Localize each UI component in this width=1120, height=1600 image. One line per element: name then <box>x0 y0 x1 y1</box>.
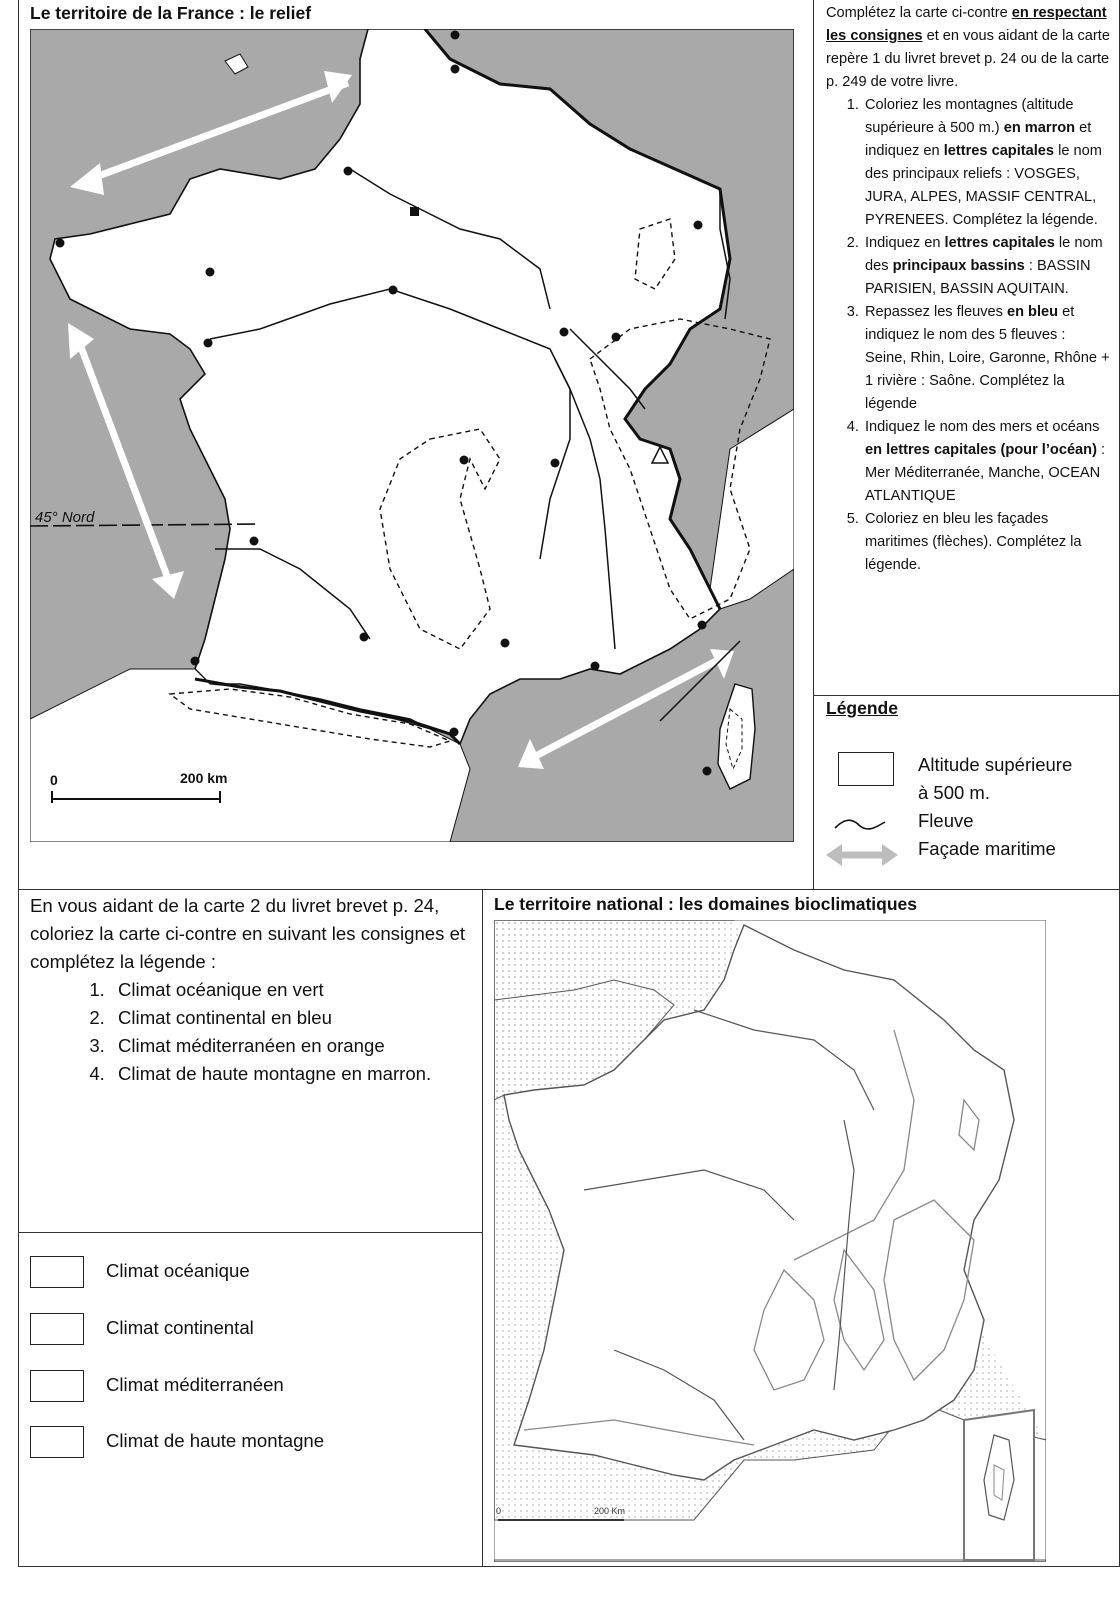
climate-legend-row <box>30 1256 450 1292</box>
climate-step-2: 2. Climat continental en bleu <box>110 1004 482 1032</box>
climate-oceanic-box[interactable] <box>30 1256 84 1288</box>
climate-oceanic-label: Climat océanique <box>106 1260 250 1281</box>
climate-step-4: 4. Climat de haute montagne en marron. <box>110 1060 482 1088</box>
parallel-label: 45° Nord <box>35 509 95 526</box>
legend-river: Fleuve <box>918 810 974 831</box>
climate-continental-label: Climat continental <box>106 1317 254 1338</box>
legend-altitude-box[interactable] <box>838 752 894 786</box>
scale-label: 200 km <box>180 770 228 786</box>
instr-step-4: 4. Indiquez le nom des mers et océans en lettres capitales (pour l’océan) : Mer Méditerranée, Manche, OCEAN ATLANTIQUE <box>863 416 1110 508</box>
climate-step-1: 1. Climat océanique en vert <box>110 976 482 1004</box>
climate-scale-zero: 0 <box>496 1506 502 1516</box>
instr-step-5: 5. Coloriez en bleu les façades maritimes (flèches). Complétez la légende. <box>863 508 1110 577</box>
instr-intro-2: et en vous aidant de la carte repère 1 du livret brevet p. 24 ou de la carte p. 249 de votre livre. <box>826 28 1110 90</box>
climate-legend-row <box>30 1313 450 1349</box>
climate-mountain-box[interactable] <box>30 1426 84 1458</box>
divider-vertical-bottom <box>482 889 483 1567</box>
scale-zero: 0 <box>50 772 58 788</box>
climate-intro: En vous aidant de la carte 2 du livret brevet p. 24, coloriez la carte ci-contre en suivant les consignes et complétez la légende : <box>30 895 466 972</box>
divider-legend <box>813 695 1120 696</box>
river-legend-icon <box>830 814 890 834</box>
climate-scale-label: 200 Km <box>594 1506 626 1516</box>
divider-vertical-top <box>813 0 814 889</box>
climate-legend-row <box>30 1426 450 1462</box>
legend-title: Légende <box>826 698 898 718</box>
legend-altitude-line1: Altitude supérieure <box>918 754 1073 775</box>
legend-altitude-line2: à 500 m. <box>918 782 990 803</box>
relief-map <box>30 29 794 842</box>
climate-legend-row <box>30 1370 450 1406</box>
instr-step-1: 1. Coloriez les montagnes (altitude supérieure à 500 m.) en marron et indiquez en lettres capitales le nom des principaux reliefs : VOSGES, JURA, ALPES, MASSIF CENTRAL, PYRENEES. Complétez la légende. <box>863 94 1110 232</box>
divider-climate-legend <box>18 1232 482 1233</box>
relief-title: Le territoire de la France : le relief <box>30 3 312 23</box>
climate-step-3: 3. Climat méditerranéen en orange <box>110 1032 482 1060</box>
relief-instructions <box>826 2 1110 577</box>
legend-coast: Façade maritime <box>918 838 1056 859</box>
climate-mediterranean-box[interactable] <box>30 1370 84 1402</box>
climate-mediterranean-label: Climat méditerranéen <box>106 1374 284 1395</box>
climate-map <box>494 920 1046 1562</box>
instr-step-2: 2. Indiquez en lettres capitales le nom des principaux bassins : BASSIN PARISIEN, BASSIN AQUITAIN. <box>863 232 1110 301</box>
climate-title: Le territoire national : les domaines bioclimatiques <box>494 894 918 914</box>
coast-legend-icon <box>822 840 902 870</box>
instr-intro-1: Complétez la carte ci-contre <box>826 5 1012 21</box>
climate-mountain-label: Climat de haute montagne <box>106 1430 325 1451</box>
climate-instructions <box>30 892 482 1088</box>
instr-intro-emphasis: en respectant les consignes <box>826 5 1107 44</box>
climate-continental-box[interactable] <box>30 1313 84 1345</box>
divider-horizontal-main <box>18 889 1120 890</box>
instr-step-3: 3. Repassez les fleuves en bleu et indiquez le nom des 5 fleuves : Seine, Rhin, Loire, Garonne, Rhône + 1 rivière : Saône. Complétez la légende <box>863 301 1110 416</box>
